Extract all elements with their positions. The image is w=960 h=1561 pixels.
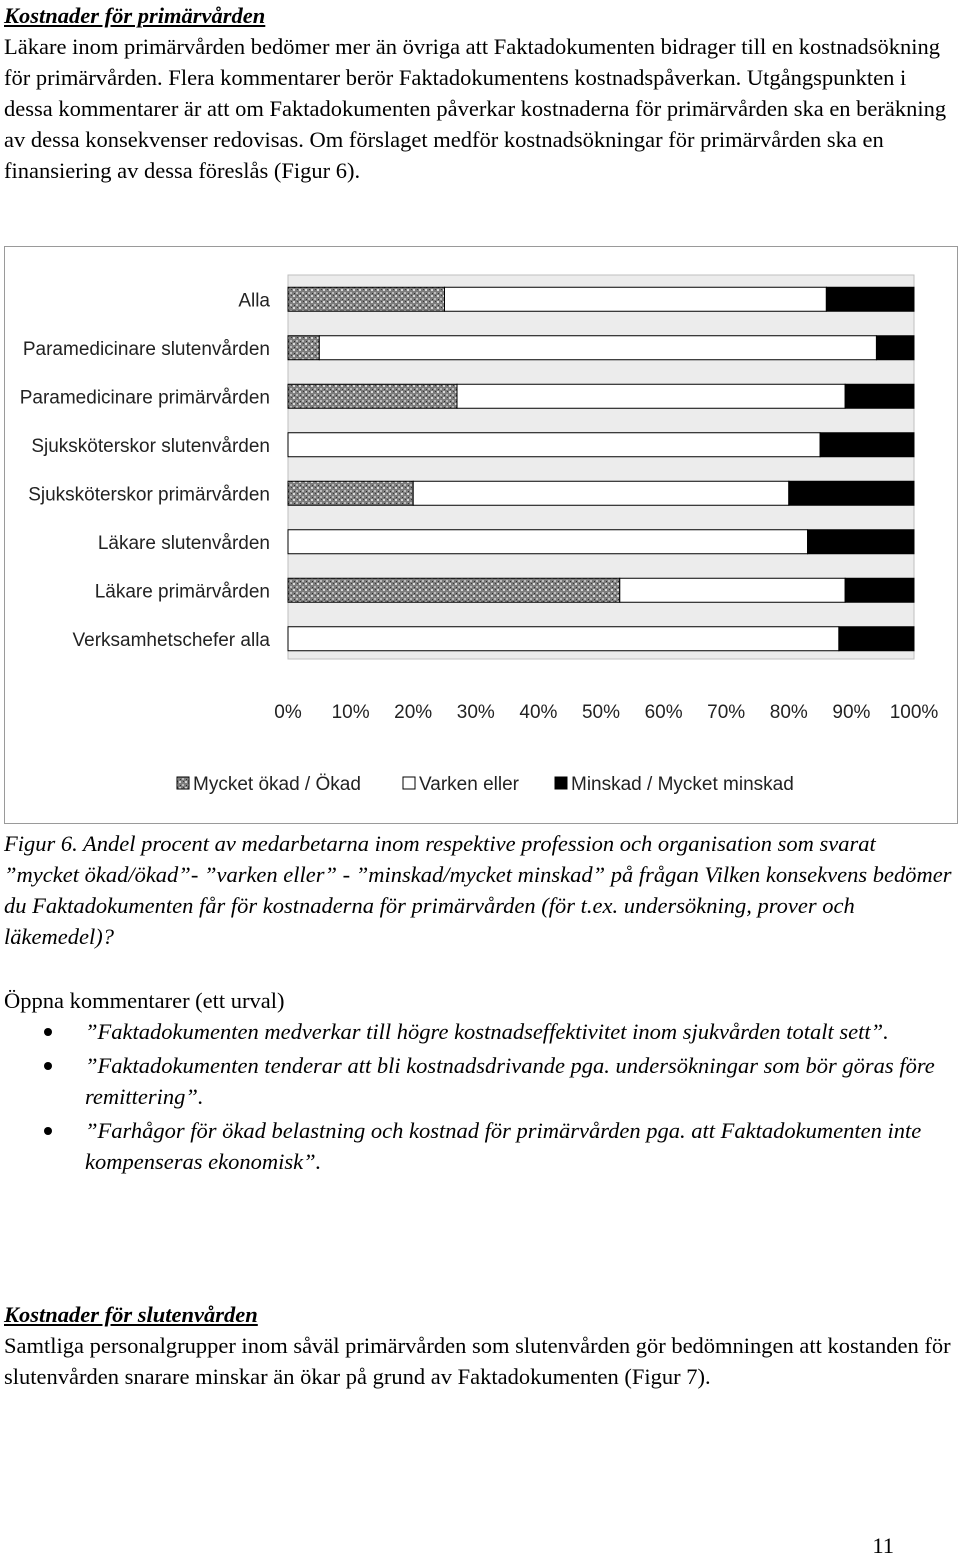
bar-segment (288, 287, 445, 311)
list-item (0, 1016, 940, 1047)
x-tick-label: 90% (832, 702, 871, 723)
bar-segment (845, 578, 914, 602)
x-tick-label: 80% (769, 702, 808, 723)
bar-segment (288, 433, 820, 457)
bar-segment (820, 433, 914, 457)
section-primarvard (4, 0, 954, 186)
bar-segment (876, 336, 914, 360)
bar-segment (839, 627, 914, 651)
category-label: Läkare primärvården (94, 581, 270, 603)
bar-segment (457, 384, 845, 408)
bullet-icon (44, 1028, 52, 1036)
bar-segment (288, 481, 413, 505)
bar-segment (826, 287, 914, 311)
bar-segment (789, 481, 914, 505)
x-tick-label: 50% (581, 702, 621, 723)
category-label: Läkare slutenvården (97, 532, 270, 554)
bar-segment (319, 336, 876, 360)
x-tick-label: 30% (456, 702, 495, 723)
figure-caption: Figur 6. Andel procent av medarbetarna inom respektive profession och organisation som svarat ”mycket ökad/ökad”- ”varken eller” - ”minskad/mycket minskad” på frågan Vilken konsekvens bedömer du Faktadokumenten får för kostnaderna för primärvården (för t.ex. undersökning, prover och läkemedel)? (4, 831, 952, 949)
bullet-icon (44, 1062, 52, 1070)
section-heading-slutenvard: Kostnader för slutenvården (4, 1302, 258, 1327)
section-body-primarvard: Läkare inom primärvården bedömer mer än övriga att Faktadokumenten bidrager till en kostnadsökning för primärvården. Flera kommentarer berör Faktadokumentens kostnadspåverkan. Utgångspunkten i dessa kommentarer är att om Faktadokumenten påverkar kostnaderna för primärvården ska en beräkning av dessa konsekvenser redovisas. Om förslaget medför kostnadsökningar för primärvården ska en finansiering av dessa föreslås (Figur 6). (4, 34, 947, 183)
x-tick-label: 20% (394, 702, 433, 723)
category-label: Paramedicinare primärvården (19, 387, 270, 409)
category-label: Paramedicinare slutenvården (22, 338, 270, 360)
bar-segment (445, 287, 827, 311)
bar-segment (413, 481, 789, 505)
bar-segment (808, 530, 914, 554)
x-tick-label: 100% (889, 702, 939, 723)
bar-chart (5, 247, 957, 823)
bar-segment (288, 627, 839, 651)
page-number: 11 (872, 1533, 894, 1558)
bar-segment (845, 384, 914, 408)
list-item (0, 1050, 940, 1112)
x-tick-label: 70% (707, 702, 746, 723)
list-item (0, 1115, 940, 1177)
legend-swatch (177, 777, 189, 789)
bar-segment (288, 384, 457, 408)
comments-title: Öppna kommentarer (ett urval) (4, 988, 285, 1013)
category-label: Verksamhetschefer alla (72, 629, 270, 651)
x-tick-label: 0% (274, 702, 302, 723)
bar-segment (288, 578, 620, 602)
comment-text: ”Faktadokumenten tenderar att bli kostnadsdrivande pga. undersökningar som bör göras före remittering”. (85, 1053, 935, 1109)
bar-segment (288, 530, 808, 554)
legend-swatch (403, 777, 415, 789)
comment-text: ”Farhågor för ökad belastning och kostnad för primärvården pga. att Faktadokumenten inte kompenseras ekonomisk”. (85, 1118, 922, 1174)
comments-list (0, 1016, 940, 1180)
legend-label: Minskad / Mycket minskad (571, 774, 794, 795)
legend-label: Varken eller (419, 774, 519, 795)
x-tick-label: 40% (519, 702, 558, 723)
category-label: Sjuksköterskor primärvården (28, 484, 270, 506)
bar-segment (288, 336, 319, 360)
section-slutenvard (4, 1299, 954, 1392)
section-body-slutenvard: Samtliga personalgrupper inom såväl primärvården som slutenvården gör bedömningen att kostanden för slutenvården snarare minskar än ökar på grund av Faktadokumenten (Figur 7). (4, 1333, 951, 1389)
x-tick-label: 10% (331, 702, 370, 723)
comment-text: ”Faktadokumenten medverkar till högre kostnadseffektivitet inom sjukvården totalt sett”. (85, 1019, 889, 1044)
figure-6-chart (4, 246, 958, 824)
legend-label: Mycket ökad / Ökad (193, 774, 361, 795)
category-label: Alla (238, 290, 270, 312)
bar-segment (620, 578, 845, 602)
bullet-icon (44, 1127, 52, 1135)
x-tick-label: 60% (644, 702, 683, 723)
legend-swatch (555, 777, 567, 789)
category-label: Sjuksköterskor slutenvården (31, 435, 270, 457)
section-heading-primarvard: Kostnader för primärvården (4, 3, 266, 28)
